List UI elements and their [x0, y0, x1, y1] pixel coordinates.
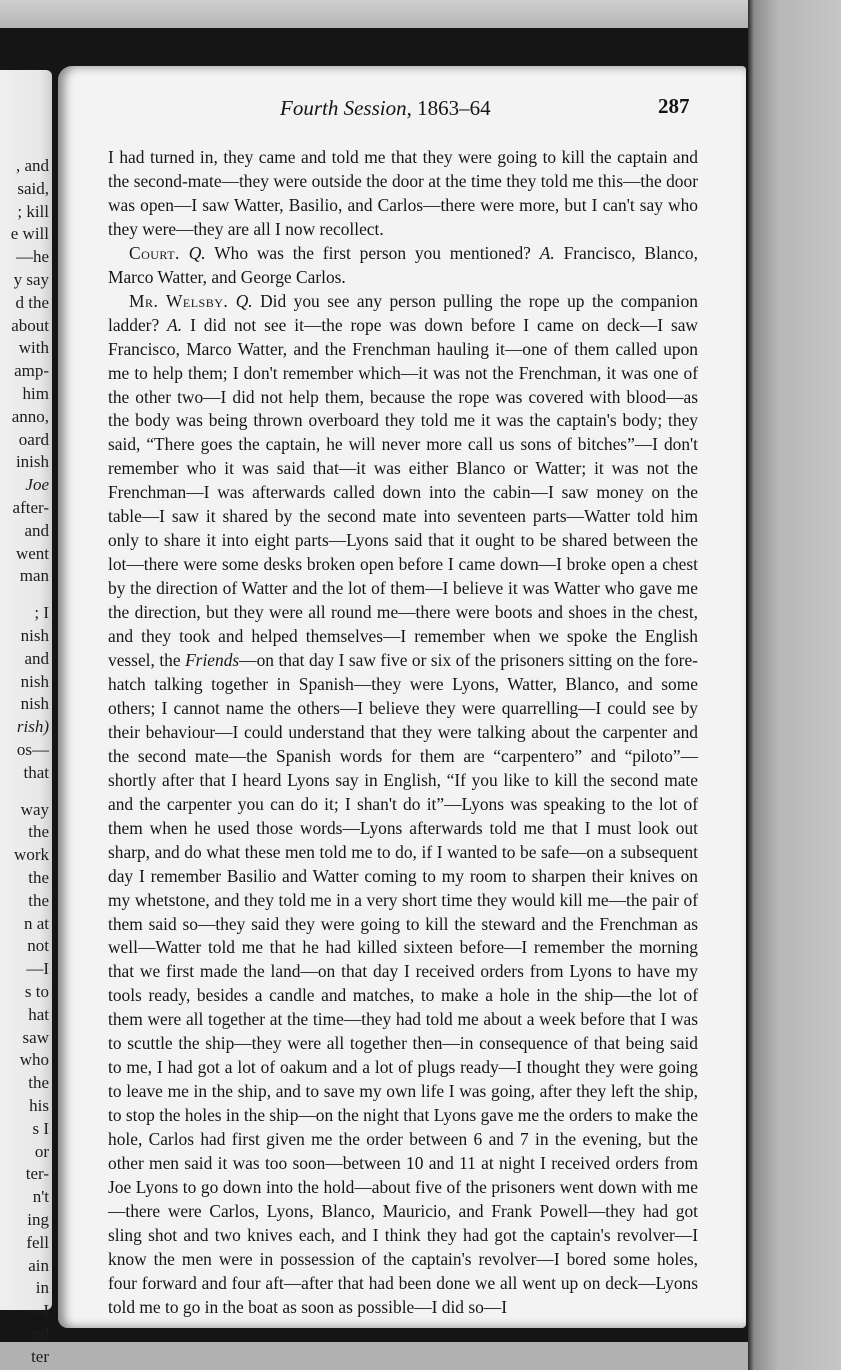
- facing-page-line: —I: [26, 1301, 49, 1321]
- facing-page-line: amp-: [14, 361, 49, 381]
- facing-page-line: work: [14, 845, 49, 865]
- facing-page-line: the: [28, 890, 49, 910]
- question-label: Q.: [235, 290, 253, 311]
- facing-page-line: the: [28, 868, 49, 887]
- facing-page-line: and: [24, 520, 49, 540]
- answer-label: A.: [539, 242, 555, 263]
- facing-page-line: rish): [16, 717, 49, 737]
- testimony-text: [108, 146, 698, 1320]
- facing-page-line: about: [11, 315, 49, 335]
- facing-page-line: ; I: [34, 603, 49, 623]
- facing-page-line: nish: [20, 626, 49, 645]
- running-head-title: Fourth Session,: [280, 96, 412, 120]
- facing-page-line: n't: [32, 1187, 49, 1207]
- question-text: Who was the first person you mentioned?: [214, 242, 531, 263]
- speaker-welsby: Mr. Welsby.: [129, 290, 229, 311]
- answer-text-part-2: —on that day I saw five or six of the prisoners sitting on the fore-hatch talking together in Spanish—they were Lyons, Watter, Blanco, and some others; I cannot name the others—I believe they were quarrelling—I could see by their behaviour—I could understand that they were talking about the carpenter and the second mate—the Spanish words for them are “carpentero” and “piloto”—shortly after that I heard Lyons say in English, “If you like to kill the second mate and the carpenter you can do it; I shan't do it”—Lyons was speaking to the lot of them when he used those words—Lyons afterwards told me that I must look out sharp, and do what these men told me to do, if I wanted to be safe—on a subsequent day I remember Basilio and Watter coming to my room to sharpen their knives on my whetstone, and they told me in a very short time they would kill me—the pair of them said so—they said they were going to kill the steward and the Frenchman as well—Watter told me that he had killed sixteen before—I remember the morning that we first made the land—on that day I received orders from Lyons to have my tools ready, besides a candle and matches, to make a hole in the ship—the lot of them were all together at the time—they had told me about a week before that I was to scuttle the ship—they were all together then—in consequence of that being said to me, I had got a lot of oakum and a lot of plugs ready—I thought they were going to leave me in the ship, and to save my own life I was going, after they left the ship, to stop the holes in the ship—on the night that Lyons gave me the orders to make the hole, Carlos had first given me the order between 6 and 7 in the evening, but the other men said it was too soon—between 10 and 11 at night I received orders from Joe Lyons to go down into the hold—about five of the prisoners went down with me—there were Carlos, Lyons, Blanco, Mauricio, and Frank Powell—they had got sling shot and two knives each, and I think they had got the captain's revolver—I know the men were in possession of the captain's revolver—I bored some holes, four forward and four aft—after that had been done we all went up on deck—Lyons told me to go in the boat as soon as possible—I did so—I: [108, 650, 698, 1317]
- scan-bottom-edge: [0, 1342, 748, 1370]
- facing-page-line: hat: [28, 1004, 49, 1024]
- book-page: [58, 66, 746, 1328]
- facing-page-line: os—: [16, 740, 49, 759]
- paragraph-continuation: I had turned in, they came and told me that they were going to kill the captain and the second-mate—they were outside the door at the time they told me this—the door was open—I saw Watter, Basilio, and Carlos—there were more, but I can't say who they were—they are all I now recollect.: [108, 147, 698, 239]
- facing-page-fragment: [0, 70, 52, 1366]
- facing-page-line: that: [23, 762, 49, 782]
- facing-page-line: went: [15, 543, 49, 563]
- answer-text: Francisco, Blanco, Marco Watter, and George Carlos.: [108, 242, 698, 287]
- answer-text-part-1: I did not see it—the rope was down before I came on deck—I saw Francisco, Marco Watter, and the Frenchman hauling it—one of them called upon me to help them; I don't remember which—it was not the Frenchman, it was one of the other two—I did not help them, because the rope was covered with blood—as the body was being thrown overboard they told me it was the captain's body; they said, “There goes the captain, he will never more call us sons of bitches”—I don't remember who it was said that—it was either Blanco or Watter; it was not the Frenchman—I was afterwards called down into the cabin—I saw money on the table—I saw it shared by the second mate into seventeen parts—Watter told him only to share it into eight parts—Lyons said that it ought to be shared between the lot—there were some desks broken open before I came down—I broke open a chest by the direction of Watter and the lot of them—I believe it was Watter who gave me the direction, but they were all round me—there were boots and shoes in the chest, and they took and helped themselves—I remember when we spoke the English vessel, the: [108, 314, 698, 671]
- answer-label: A.: [167, 314, 183, 335]
- facing-page-line: fell: [26, 1232, 49, 1252]
- facing-page-line: s to: [24, 982, 49, 1001]
- paragraph-court-question: [108, 242, 698, 290]
- ship-name: Friends: [185, 650, 240, 671]
- facing-page-line: —I: [26, 959, 49, 979]
- facing-page-line: , and: [15, 156, 49, 175]
- paragraph-welsby-question: [108, 290, 698, 1320]
- facing-page-line: y say: [13, 270, 49, 289]
- facing-page-line: with: [18, 338, 49, 358]
- facing-page-line: nish: [20, 671, 49, 691]
- facing-page-line: or: [34, 1141, 49, 1161]
- running-head-years: 1863–64: [417, 96, 491, 120]
- facing-page-line: nd: [32, 1324, 49, 1343]
- running-head: [280, 96, 491, 121]
- facing-page-line: ; kill: [17, 201, 49, 221]
- facing-page-line: said,: [17, 178, 49, 198]
- page-header: [58, 96, 746, 126]
- question-label: Q.: [188, 242, 206, 263]
- facing-page-line: ain: [28, 1255, 49, 1275]
- facing-page-line: anno,: [11, 406, 49, 426]
- facing-page-line: and: [24, 648, 49, 668]
- facing-page-line: him: [22, 384, 49, 403]
- facing-page-line: n at: [23, 913, 49, 933]
- facing-page-line: oard: [18, 429, 49, 449]
- question-text: Did you see any person pulling the rope up the companion ladder?: [108, 290, 698, 335]
- facing-page-line: the: [28, 1073, 49, 1093]
- facing-page-line: way: [20, 799, 49, 819]
- facing-page-line: d the: [15, 292, 49, 312]
- facing-page-line: man: [19, 566, 49, 586]
- facing-page-line: e will: [10, 224, 49, 244]
- facing-page-line: inish: [15, 452, 49, 472]
- page-number: 287: [658, 94, 690, 118]
- facing-page-line: not: [27, 936, 49, 956]
- scan-right-margin: [748, 0, 841, 1370]
- facing-page-line: ing: [27, 1210, 49, 1229]
- facing-page-line: ter-: [25, 1164, 49, 1184]
- facing-page-line: ter: [31, 1346, 49, 1366]
- facing-page-line: —he: [15, 247, 49, 267]
- facing-page-line: after-: [12, 498, 49, 517]
- facing-page-line: his: [29, 1096, 49, 1115]
- facing-page-line: who: [19, 1050, 49, 1070]
- facing-page-line: s I: [32, 1118, 49, 1138]
- facing-page-line: in: [35, 1278, 49, 1298]
- facing-page-line: Joe: [25, 475, 49, 495]
- facing-page-line: saw: [22, 1027, 49, 1047]
- facing-page-line: the: [28, 822, 49, 842]
- speaker-court: Court.: [129, 242, 180, 263]
- facing-page-line: nish: [20, 694, 49, 714]
